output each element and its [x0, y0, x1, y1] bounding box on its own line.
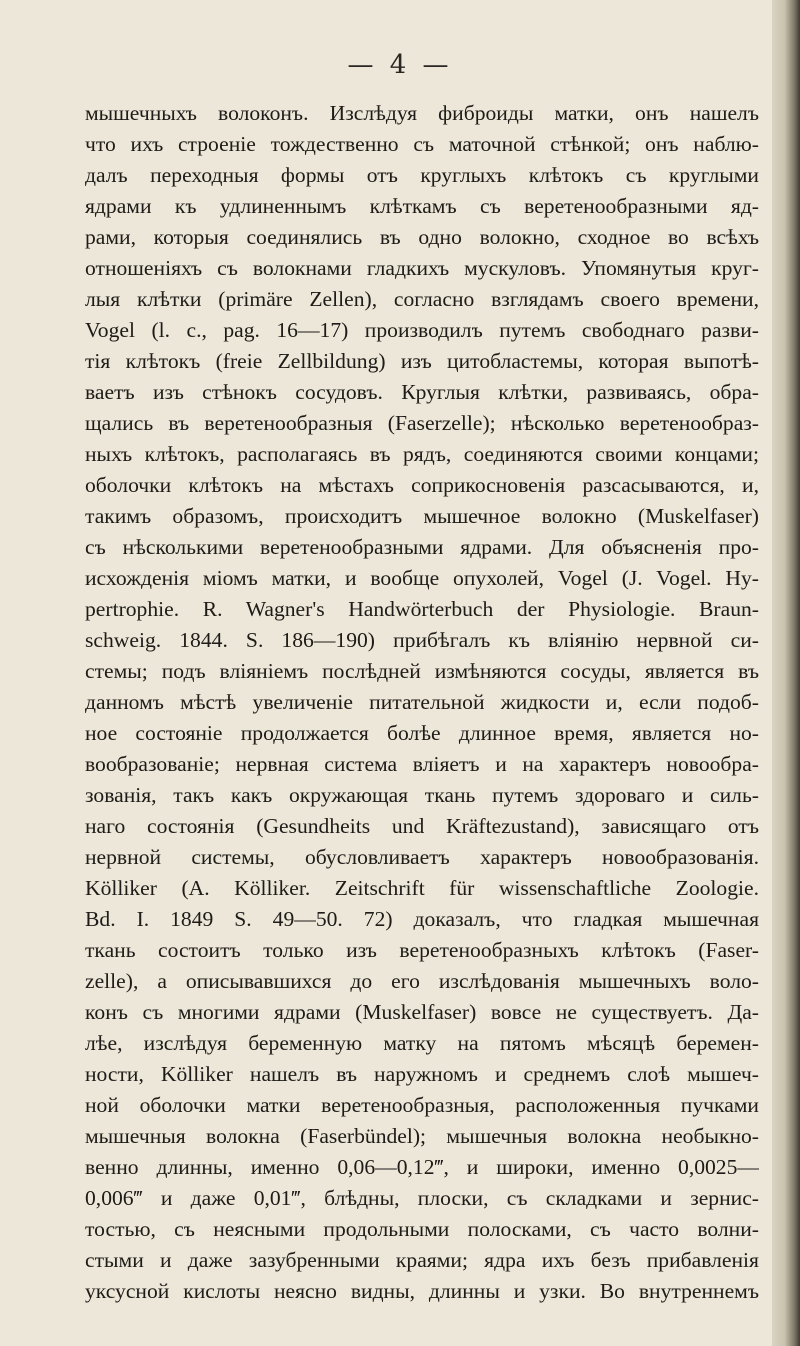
text-line: нервной системы, обусловливаетъ характеръ новообразованія.: [85, 845, 759, 869]
text-line: pertrophie. R. Wagner's Handwörterbuch der Physiologie. Braun-: [85, 597, 759, 621]
text-line: 0,006‴ и даже 0,01‴, блѣдны, плоски, съ складками и зернис-: [85, 1186, 759, 1210]
body-text: [85, 98, 759, 1307]
text-line: рами, которыя соединялись въ одно волокно, сходное во всѣхъ: [85, 225, 759, 249]
text-line: schweig. 1844. S. 186—190) прибѣгалъ къ вліянію нервной си-: [85, 628, 759, 652]
text-line: далъ переходныя формы отъ круглыхъ клѣтокъ съ круглыми: [85, 163, 759, 187]
text-line: ной оболочки матки веретенообразныя, расположенныя пучками: [85, 1093, 759, 1117]
text-line: ныхъ клѣтокъ, располагаясь въ рядъ, соединяются своими концами;: [85, 442, 759, 466]
text-line: тостью, съ неясными продольными полосками, съ часто волни-: [85, 1217, 759, 1241]
text-line: ное состояніе продолжается болѣе длинное время, является но-: [85, 721, 759, 745]
text-line: мышечныхъ волоконъ. Изслѣдуя фиброиды матки, онъ нашелъ: [85, 101, 759, 125]
text-line: щались въ веретенообразныя (Faserzelle); нѣсколько веретенообраз-: [85, 411, 759, 435]
text-line: вообразованіе; нервная система вліяетъ и на характеръ новообра-: [85, 752, 759, 776]
text-line: уксусной кислоты неясно видны, длинны и узки. Во внутреннемъ: [85, 1279, 759, 1303]
text-line: мышечныя волокна (Faserbündel); мышечныя волокна необыкно-: [85, 1124, 759, 1148]
text-line: стыми и даже зазубренными краями; ядра ихъ безъ прибавленія: [85, 1248, 759, 1272]
text-line: оболочки клѣтокъ на мѣстахъ соприкосновенія разсасываются, и,: [85, 473, 759, 497]
text-line: венно длинны, именно 0,06—0,12‴, и широки, именно 0,0025—: [85, 1155, 759, 1179]
text-line: стемы; подъ вліяніемъ послѣдней измѣняются сосуды, является въ: [85, 659, 759, 683]
text-line: конъ съ многими ядрами (Muskelfaser) вовсе не существуетъ. Да-: [85, 1000, 759, 1024]
text-line: что ихъ строеніе тождественно съ маточной стѣнкой; онъ наблю-: [85, 132, 759, 156]
text-line: тія клѣтокъ (freie Zellbildung) изъ цитобластемы, которая выпотѣ-: [85, 349, 759, 373]
page-number: — 4 —: [347, 50, 453, 80]
text-line: Kölliker (A. Kölliker. Zeitschrift für wissenschaftliche Zoologie.: [85, 876, 759, 900]
text-line: отношеніяхъ съ волокнами гладкихъ мускуловъ. Упомянутыя круг-: [85, 256, 759, 280]
text-line: съ нѣсколькими веретенообразными ядрами. Для объясненія про-: [85, 535, 759, 559]
text-line: ности, Kölliker нашелъ въ наружномъ и среднемъ слоѣ мышеч-: [85, 1062, 759, 1086]
text-line: такимъ образомъ, происходитъ мышечное волокно (Muskelfaser): [85, 504, 759, 528]
text-line: ядрами къ удлиненнымъ клѣткамъ съ веретенообразными яд-: [85, 194, 759, 218]
text-line: данномъ мѣстѣ увеличеніе питательной жидкости и, если подоб-: [85, 690, 759, 714]
text-line: Bd. I. 1849 S. 49—50. 72) доказалъ, что гладкая мышечная: [85, 907, 759, 931]
text-line: лѣе, изслѣдуя беременную матку на пятомъ мѣсяцѣ беремен-: [85, 1031, 759, 1055]
page-edge-shadow: [772, 0, 800, 1346]
text-line: наго состоянія (Gesundheits und Kräftezustand), зависящаго отъ: [85, 814, 759, 838]
text-line: лыя клѣтки (primäre Zellen), согласно взглядамъ своего времени,: [85, 287, 759, 311]
text-line: zelle), а описывавшихся до его изслѣдованія мышечныхъ воло-: [85, 969, 759, 993]
text-line: исхожденія міомъ матки, и вообще опухолей, Vogel (J. Vogel. Hy-: [85, 566, 759, 590]
text-line: ваетъ изъ стѣнокъ сосудовъ. Круглыя клѣтки, развиваясь, обра-: [85, 380, 759, 404]
text-line: ткань состоитъ только изъ веретенообразныхъ клѣтокъ (Faser-: [85, 938, 759, 962]
text-line: Vogel (l. c., pag. 16—17) производилъ путемъ свободнаго разви-: [85, 318, 759, 342]
text-line: зованія, такъ какъ окружающая ткань путемъ здороваго и силь-: [85, 783, 759, 807]
